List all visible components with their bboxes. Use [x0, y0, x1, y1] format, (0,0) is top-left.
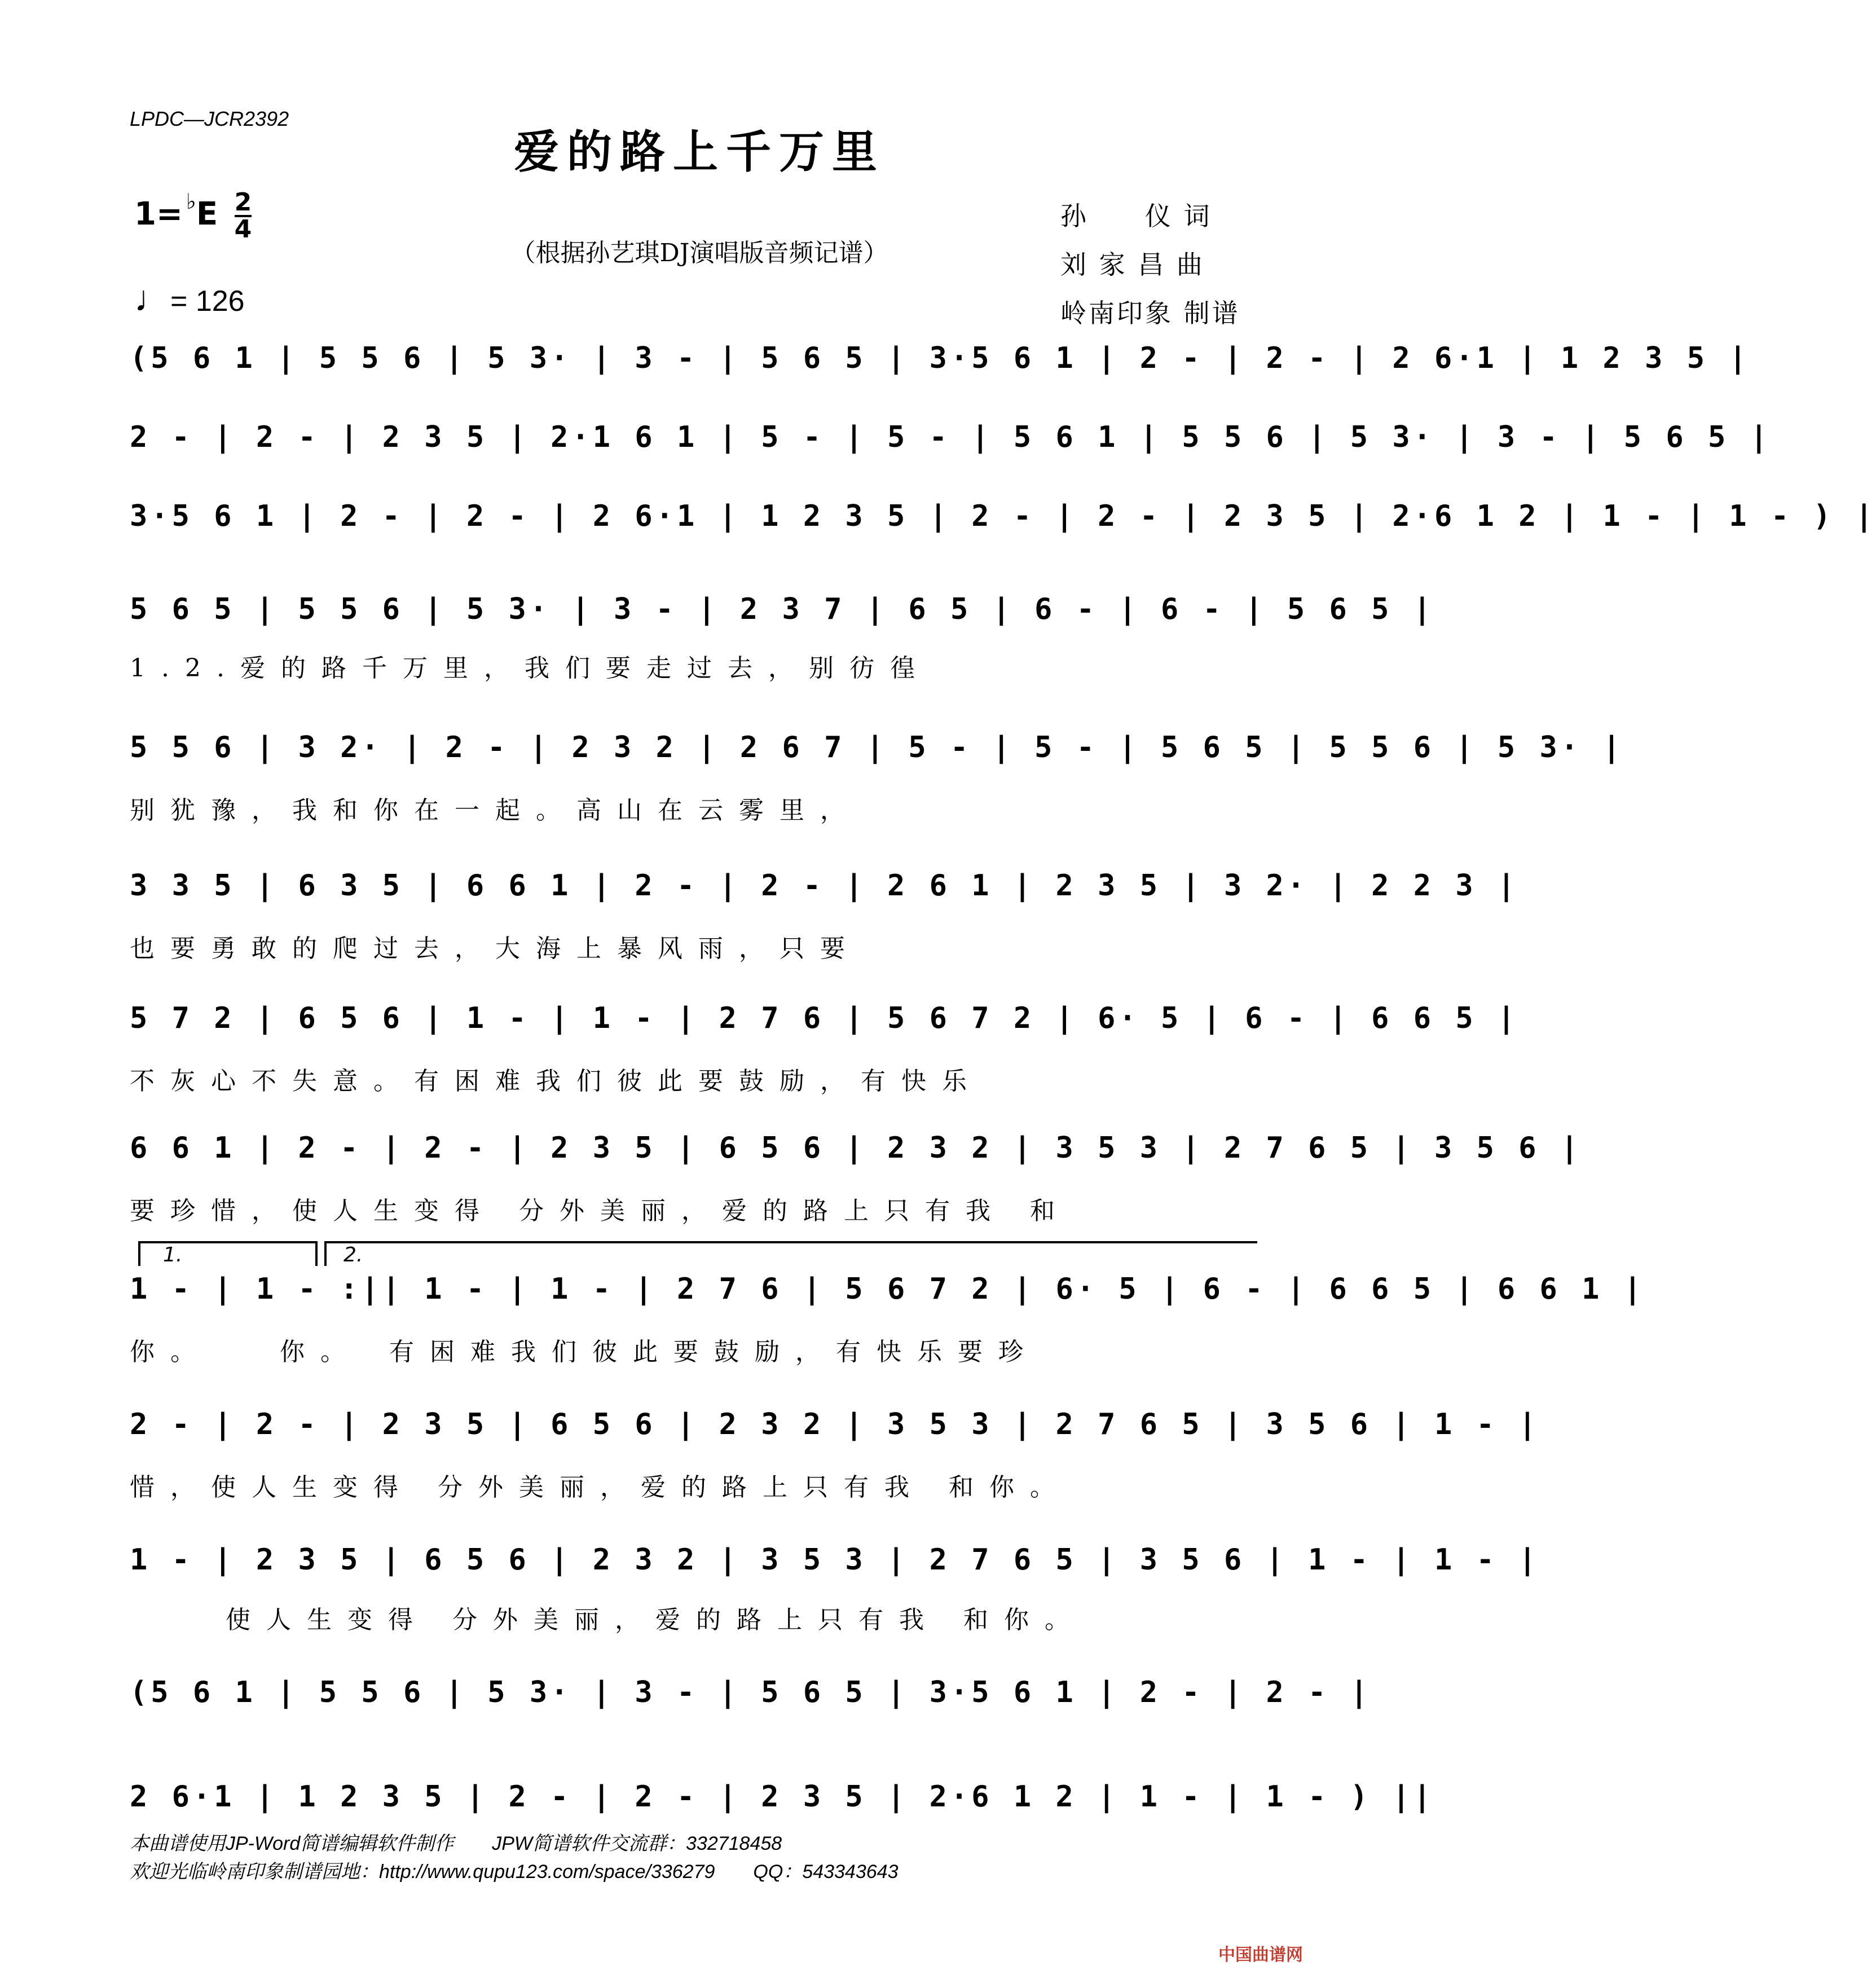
key-prefix: 1=: [134, 196, 183, 232]
tempo-value: = 126: [170, 285, 245, 318]
lyric-line-4: 不灰心不失意。有困难我们彼此要鼓励，有快乐: [130, 1067, 983, 1096]
lyric-line-8: 使人生变得 分外美丽，爱的路上只有我 和你。: [226, 1606, 1085, 1634]
score-row-2: 2 - | 2 - | 2 3 5 | 2·1 6 1 | 5 - | 5 - | 5 6 1 | 5 5 6 | 5 3· | 3 - | 5 6 5 |: [130, 420, 1771, 454]
site-logo: 中国曲谱网: [1218, 1945, 1303, 1965]
score-row-3: 3·5 6 1 | 2 - | 2 - | 2 6·1 | 1 2 3 5 | 2 - | 2 - | 2 3 5 | 2·6 1 2 | 1 - | 1 - ) |: [130, 499, 1876, 533]
ending-2-label: 2.: [344, 1243, 363, 1266]
source-note: （根据孙艺琪DJ演唱版音频记谱）: [510, 239, 888, 267]
score-row-1: (5 6 1 | 5 5 6 | 5 3· | 3 - | 5 6 5 | 3·5 6 1 | 2 - | 2 - | 2 6·1 | 1 2 3 5 |: [130, 341, 1750, 375]
ending-1-bracket: [138, 1241, 318, 1266]
score-row-8: 6 6 1 | 2 - | 2 - | 2 3 5 | 6 5 6 | 2 3 2 | 3 5 3 | 2 7 6 5 | 3 5 6 |: [130, 1131, 1582, 1165]
score-row-9: 1 - | 1 - :|| 1 - | 1 - | 2 7 6 | 5 6 7 2 | 6· 5 | 6 - | 6 6 5 | 6 6 1 |: [130, 1272, 1645, 1306]
lyric-line-5: 要珍惜，使人生变得 分外美丽，爱的路上只有我 和: [130, 1197, 1071, 1225]
footer-line-2: 欢迎光临岭南印象制谱园地：http://www.qupu123.com/space/336279 QQ：543343643: [130, 1861, 899, 1883]
arranger: 岭南印象 制谱: [1060, 298, 1240, 328]
score-row-11: 1 - | 2 3 5 | 6 5 6 | 2 3 2 | 3 5 3 | 2 7 6 5 | 3 5 6 | 1 - | 1 - |: [130, 1543, 1540, 1577]
flat-icon: ♭: [186, 189, 196, 214]
composer: 刘 家 昌 曲: [1060, 249, 1205, 280]
time-top: 2: [234, 187, 252, 217]
score-row-5: 5 5 6 | 3 2· | 2 - | 2 3 2 | 2 6 7 | 5 - | 5 - | 5 6 5 | 5 5 6 | 5 3· |: [130, 731, 1624, 764]
lyric-line-7: 惜，使人生变得 分外美丽，爱的路上只有我 和你。: [130, 1473, 1071, 1502]
score-row-10: 2 - | 2 - | 2 3 5 | 6 5 6 | 2 3 2 | 3 5 3 | 2 7 6 5 | 3 5 6 | 1 - |: [130, 1408, 1540, 1441]
lyric-line-1: 1.2.爱的路千万里，我们要走过去，别彷徨: [130, 654, 931, 683]
lyric-line-6: 你。 你。 有困难我们彼此要鼓励，有快乐要珍: [130, 1338, 1039, 1366]
ending-1-label: 1.: [163, 1243, 183, 1266]
time-bottom: 4: [234, 214, 252, 244]
ending-2-bracket: [324, 1241, 1257, 1266]
credits: [1060, 192, 1240, 337]
score-row-6: 3 3 5 | 6 3 5 | 6 6 1 | 2 - | 2 - | 2 6 1 | 2 3 5 | 3 2· | 2 2 3 |: [130, 869, 1519, 903]
score-row-13: 2 6·1 | 1 2 3 5 | 2 - | 2 - | 2 3 5 | 2·6 1 2 | 1 - | 1 - ) ||: [130, 1780, 1435, 1814]
lyric-line-3: 也要勇敢的爬过去，大海上暴风雨，只要: [130, 934, 861, 963]
score-row-12: (5 6 1 | 5 5 6 | 5 3· | 3 - | 5 6 5 | 3·5 6 1 | 2 - | 2 - |: [130, 1675, 1372, 1709]
lyricist: 孙 仪 词: [1060, 201, 1212, 231]
score-row-4: 5 6 5 | 5 5 6 | 5 3· | 3 - | 2 3 7 | 6 5 | 6 - | 6 - | 5 6 5 |: [130, 592, 1435, 626]
tempo-marking: [134, 278, 245, 319]
quarter-note-icon: ♩: [134, 278, 170, 319]
key-note: E: [196, 196, 218, 232]
footer-line-1: 本曲谱使用JP-Word简谱编辑软件制作 JPW简谱软件交流群：332718458: [130, 1833, 782, 1854]
lyric-line-2: 别犹豫，我和你在一起。高山在云雾里，: [130, 796, 861, 825]
page-title: 爱的路上千万里: [514, 125, 885, 178]
score-code: LPDC—JCR2392: [130, 107, 289, 130]
score-row-7: 5 7 2 | 6 5 6 | 1 - | 1 - | 2 7 6 | 5 6 7 2 | 6· 5 | 6 - | 6 6 5 |: [130, 1001, 1519, 1035]
